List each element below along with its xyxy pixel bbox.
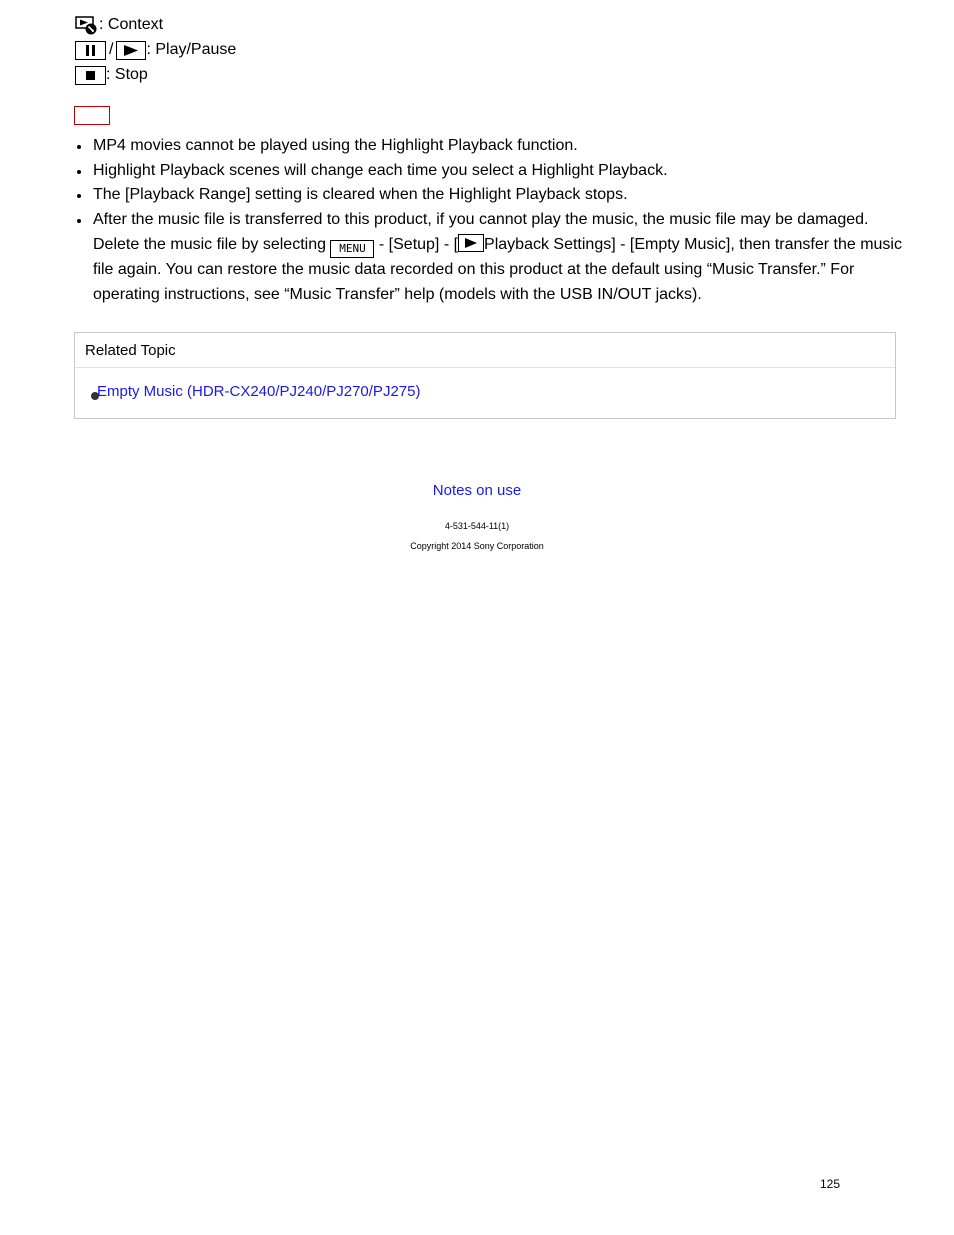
- note-item: After the music file is transferred to this product, if you cannot play the music, the music file may be damaged. Delete the music file by selecting MENU - [Setup] - [ Playback Settings] - [Empty Music], then transfer the music file again. You can restore the music data recorded on this product at the default using “Music Transfer.” For operating instructions, see “Music Transfer” help (models with the USB IN/OUT jacks).: [74, 208, 904, 307]
- playback-icon: [458, 234, 484, 252]
- legend-play-pause-row: [75, 39, 236, 61]
- legend-play-pause-label: : Play/Pause: [146, 41, 237, 58]
- pause-icon: [75, 41, 106, 60]
- legend-context-row: [75, 14, 163, 36]
- legend-context-label: : Context: [99, 16, 164, 33]
- note-item: Highlight Playback scenes will change each time you select a Highlight Playback.: [74, 159, 904, 184]
- page-number: 125: [820, 1177, 841, 1191]
- related-topic-heading: Related Topic: [75, 333, 895, 368]
- legend-separator: /: [109, 41, 114, 58]
- bullet: [77, 145, 81, 149]
- notes-on-use-link[interactable]: Notes on use: [432, 482, 522, 499]
- note-marker: [74, 106, 110, 125]
- bullet: [77, 170, 81, 174]
- context-icon: [75, 14, 99, 36]
- related-topic-link[interactable]: Empty Music (HDR-CX240/PJ240/PJ270/PJ275): [97, 383, 421, 400]
- stop-icon: [75, 66, 106, 85]
- bullet: [77, 194, 81, 198]
- document-id: 4-531-544-11(1): [444, 521, 510, 531]
- legend-stop-row: [75, 64, 148, 86]
- notes-list: [74, 134, 904, 307]
- related-topic-panel: [74, 332, 896, 419]
- play-icon: [116, 41, 146, 60]
- menu-icon: MENU: [330, 240, 374, 258]
- note-item: MP4 movies cannot be played using the Highlight Playback function.: [74, 134, 904, 159]
- note-item: The [Playback Range] setting is cleared when the Highlight Playback stops.: [74, 183, 904, 208]
- copyright: Copyright 2014 Sony Corporation: [410, 541, 544, 551]
- bullet: [77, 219, 81, 223]
- legend-stop-label: : Stop: [106, 66, 148, 83]
